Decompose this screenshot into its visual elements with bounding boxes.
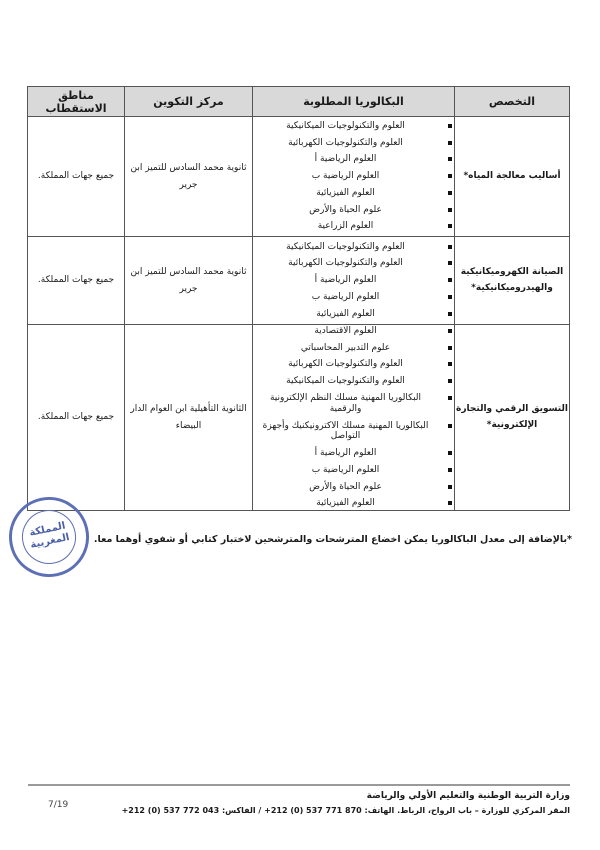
list-item: علوم الحياة والأرض bbox=[253, 205, 454, 216]
table-header-row bbox=[28, 87, 570, 117]
list-item: العلوم الرياضية أ bbox=[253, 154, 454, 165]
header-specialty: التخصص bbox=[455, 87, 570, 117]
header-training-center: مركز التكوين bbox=[125, 87, 253, 117]
bac-list bbox=[253, 326, 454, 510]
list-item: العلوم والتكنولوجيات الميكانيكية bbox=[253, 376, 454, 387]
list-item: البكالوريا المهنية مسلك النظم الإلكترونية والرقمية bbox=[253, 393, 454, 415]
list-item: العلوم الزراعية bbox=[253, 221, 454, 232]
list-item: العلوم والتكنولوجيات الكهربائية bbox=[253, 258, 454, 269]
recruitment-regions-cell: جميع جهات المملكة. bbox=[28, 237, 125, 325]
required-bac-cell bbox=[253, 325, 455, 511]
required-bac-cell bbox=[253, 117, 455, 237]
list-item: العلوم والتكنولوجيات الكهربائية bbox=[253, 359, 454, 370]
table-row bbox=[28, 325, 570, 511]
recruitment-regions-cell: جميع جهات المملكة. bbox=[28, 325, 125, 511]
training-center-cell: ثانوية محمد السادس للتميز ابن جرير bbox=[125, 237, 253, 325]
list-item: العلوم الفيزيائية bbox=[253, 498, 454, 509]
ministry-address: المقر المركزي للوزارة – باب الرواح، الرباط. الهاتف: 870 771 537 (0) 212+ / الفاكس: 043 772 537 (0) 212+ bbox=[121, 806, 570, 815]
stamp-text: المملكة المغربية bbox=[28, 520, 71, 551]
training-center-cell: ثانوية محمد السادس للتميز ابن جرير bbox=[125, 117, 253, 237]
list-item: العلوم الفيزيائية bbox=[253, 188, 454, 199]
bac-list bbox=[253, 242, 454, 320]
table-row bbox=[28, 117, 570, 237]
bac-list bbox=[253, 121, 454, 233]
specialty-cell: أساليب معالجة المياه* bbox=[455, 117, 570, 237]
specialty-cell: التسويق الرقمي والتجارة الإلكترونية* bbox=[455, 325, 570, 511]
list-item: علوم التدبير المحاسباتي bbox=[253, 343, 454, 354]
footnote: *بالإضافة إلى معدل الباكالوريا يمكن اخضاع المترشحات والمترشحين لاختبار كتابي أو شفوي أوهما معا. bbox=[93, 534, 572, 545]
list-item: العلوم والتكنولوجيات الميكانيكية bbox=[253, 242, 454, 253]
training-center-cell: الثانوية التأهيلية ابن العوام الدار البيضاء bbox=[125, 325, 253, 511]
list-item: العلوم الرياضية ب bbox=[253, 465, 454, 476]
programs-table bbox=[27, 86, 570, 511]
page-number: 7/19 bbox=[48, 800, 69, 810]
list-item: علوم الحياة والأرض bbox=[253, 482, 454, 493]
header-required-bac: البكالوريا المطلوبة bbox=[253, 87, 455, 117]
list-item: العلوم والتكنولوجيات الكهربائية bbox=[253, 138, 454, 149]
header-recruitment-regions: مناطق الاستقطاب bbox=[28, 87, 125, 117]
list-item: العلوم الرياضية أ bbox=[253, 448, 454, 459]
list-item: العلوم الاقتصادية bbox=[253, 326, 454, 337]
list-item: البكالوريا المهنية مسلك الاكترونيكنيك وأجهزة التواصل bbox=[253, 421, 454, 443]
list-item: العلوم الرياضية ب bbox=[253, 171, 454, 182]
list-item: العلوم الرياضية ب bbox=[253, 292, 454, 303]
table-row bbox=[28, 237, 570, 325]
specialty-cell: الصيانة الكهروميكانيكية والهيدروميكانيكية* bbox=[455, 237, 570, 325]
required-bac-cell bbox=[253, 237, 455, 325]
list-item: العلوم الفيزيائية bbox=[253, 309, 454, 320]
recruitment-regions-cell: جميع جهات المملكة. bbox=[28, 117, 125, 237]
footer-divider bbox=[28, 784, 570, 786]
ministry-name: وزارة التربية الوطنية والتعليم الأولي والرياضة bbox=[366, 791, 570, 801]
list-item: العلوم والتكنولوجيات الميكانيكية bbox=[253, 121, 454, 132]
list-item: العلوم الرياضية أ bbox=[253, 275, 454, 286]
